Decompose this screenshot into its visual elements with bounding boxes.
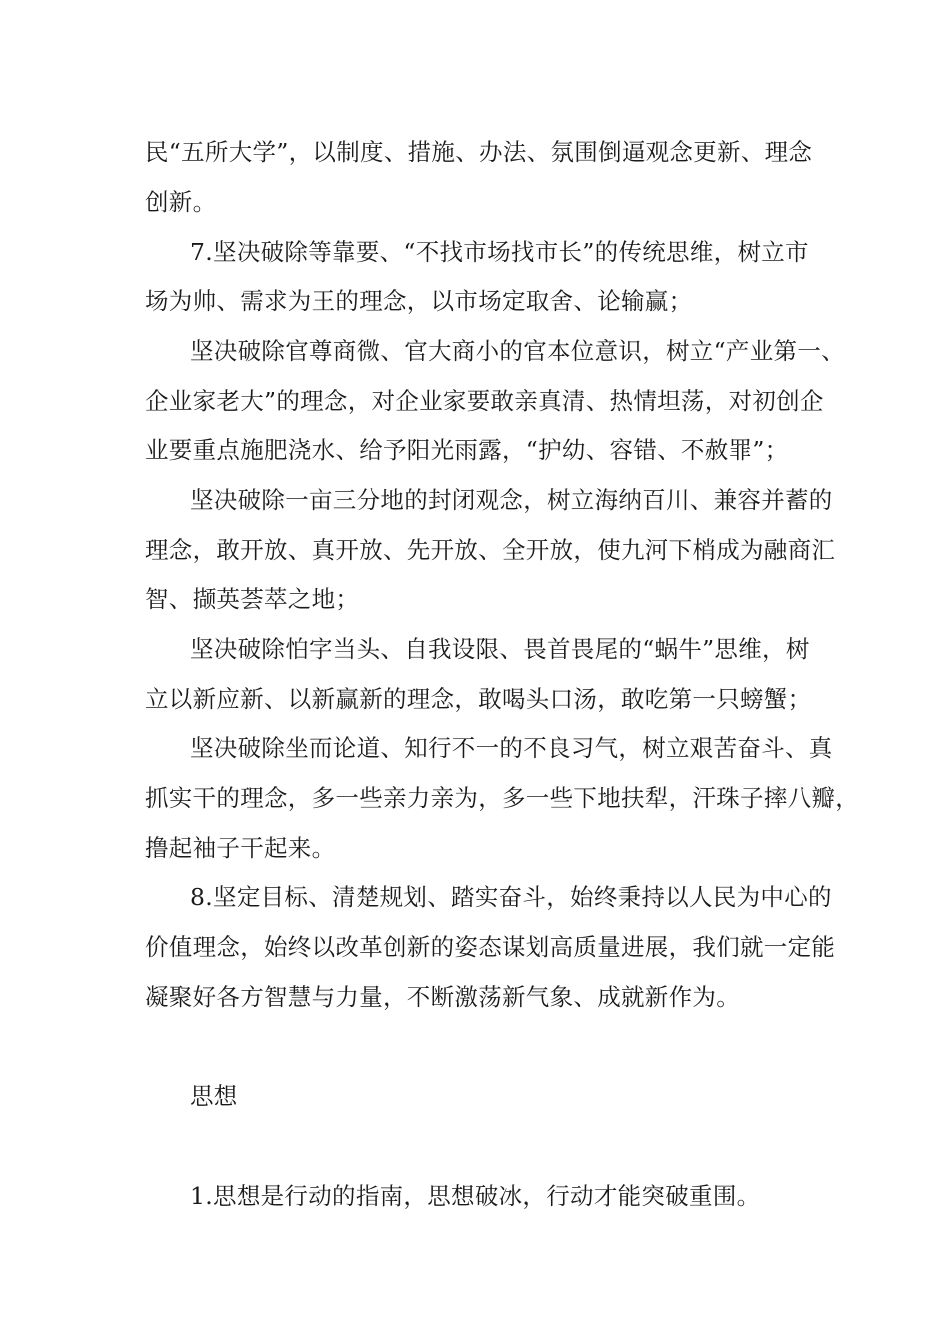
body-text-line: 业要重点施肥浇水、给予阳光雨露，“护幼、容错、不赦罪”； <box>145 436 789 464</box>
body-text-line: 智、撷英荟萃之地； <box>145 585 360 613</box>
body-text-line: 创新。 <box>145 188 217 216</box>
body-text-line: 抓实干的理念，多一些亲力亲为，多一些下地扶犁，汗珠子摔八瓣， <box>145 784 859 812</box>
body-text-line: 场为帅、需求为王的理念，以市场定取舍、论输赢； <box>145 287 693 315</box>
paragraph-first-line: 坚决破除坐而论道、知行不一的不良习气，树立艰苦奋斗、真 <box>190 734 833 762</box>
body-text-line: 价值理念，始终以改革创新的姿态谋划高质量进展，我们就一定能 <box>145 933 836 961</box>
paragraph-1-first-line: 1.思想是行动的指南，思想破冰，行动才能突破重围。 <box>190 1182 761 1210</box>
body-text-line: 撸起袖子干起来。 <box>145 834 336 862</box>
body-text-line: 凝聚好各方智慧与力量，不断激荡新气象、成就新作为。 <box>145 983 740 1011</box>
paragraph-first-line: 坚决破除一亩三分地的封闭观念，树立海纳百川、兼容并蓄的 <box>190 486 833 514</box>
body-text-line: 企业家老大”的理念，对企业家要敢亲真清、热情坦荡，对初创企 <box>145 387 824 415</box>
body-text-line: 民“五所大学”，以制度、措施、办法、氛围倒逼观念更新、理念 <box>145 138 813 166</box>
body-text-line: 立以新应新、以新赢新的理念，敢喝头口汤，敢吃第一只螃蟹； <box>145 685 812 713</box>
paragraph-8-first-line: 8.坚定目标、清楚规划、踏实奋斗，始终秉持以人民为中心的 <box>190 883 832 911</box>
paragraph-7-first-line: 7.坚决破除等靠要、“不找市场找市长”的传统思维，树立市 <box>190 238 809 266</box>
body-text-line: 理念，敢开放、真开放、先开放、全开放，使九河下梢成为融商汇 <box>145 536 836 564</box>
paragraph-first-line: 坚决破除怕字当头、自我设限、畏首畏尾的“蜗牛”思维，树 <box>190 635 810 663</box>
section-heading: 思想 <box>190 1082 238 1110</box>
paragraph-first-line: 坚决破除官尊商微、官大商小的官本位意识，树立“产业第一、 <box>190 337 845 365</box>
